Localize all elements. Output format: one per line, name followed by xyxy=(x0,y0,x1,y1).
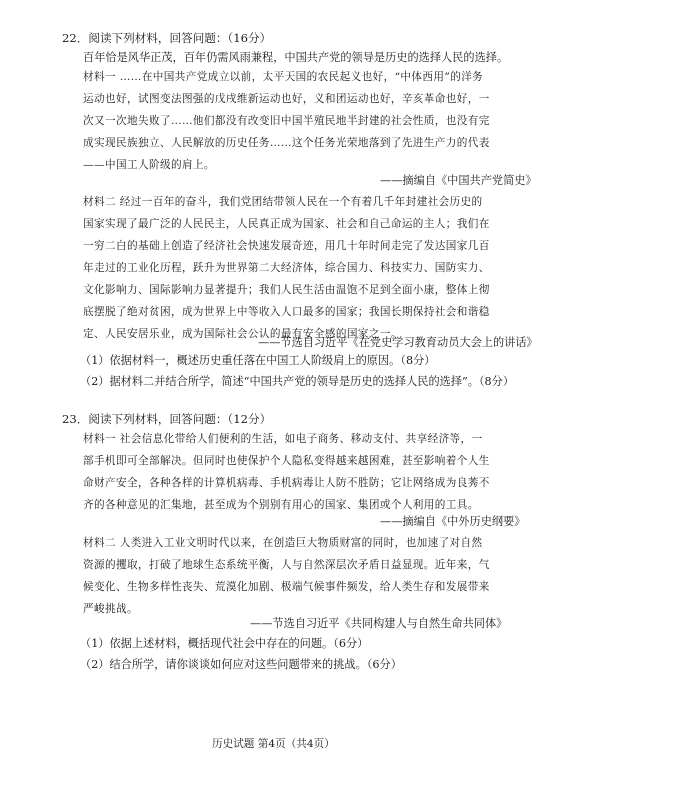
subquestion: （2）结合所学，请你谈谈如何应对这些问题带来的挑战。（6分） xyxy=(80,658,402,671)
question-22-header: 22．阅读下列材料，回答问题：（16分） xyxy=(62,31,272,45)
material-text-line: 底摆脱了绝对贫困，成为世界上中等收入人口最多的国家；我国长期保持社会和谐稳 xyxy=(83,306,490,318)
material-text-line: 年走过的工业化历程，跃升为世界第二大经济体，综合国力、科技实力、国防实力、 xyxy=(83,262,490,274)
material-text-line: 一穷二白的基础上创造了经济社会快速发展奇迹，用几十年时间走完了发达国家几百 xyxy=(83,240,490,252)
material-text-line: 候变化、生物多样性丧失、荒漠化加剧、极端气候事件频发，给人类生存和发展带来 xyxy=(83,581,490,593)
subquestion: （2）据材料二并结合所学，简述“中国共产党的领导是历史的选择人民的选择”。（8分） xyxy=(80,375,515,388)
material-source: ——摘编自《中外历史纲要》 xyxy=(380,515,526,528)
material-text-line: 材料一 ……在中国共产党成立以前，太平天国的农民起义也好，“中体西用”的洋务 xyxy=(83,71,484,83)
material-text-line: 材料二 经过一百年的奋斗，我们党团结带领人民在一个有着几千年封建社会历史的 xyxy=(83,196,483,208)
material-text-line: 次又一次地失败了……他们都没有改变旧中国半殖民地半封建的社会性质，也没有完 xyxy=(83,115,490,127)
material-text-line: 命财产安全，各种各样的计算机病毒、手机病毒让人防不胜防；它让网络成为良莠不 xyxy=(83,477,490,489)
material-source: ——节选自习近平《在党史学习教育动员大会上的讲话》 xyxy=(258,336,538,349)
question-22-intro: 百年恰是风华正茂，百年仍需风雨兼程，中国共产党的领导是历史的选择人民的选择。 xyxy=(83,51,509,64)
material-text-line: 文化影响力、国际影响力显著提升；我们人民生活由温饱不足到全面小康，整体上彻 xyxy=(83,284,490,296)
material-text-line: 齐的各种意见的汇集地，甚至成为个别别有用心的国家、集团或个人利用的工具。 xyxy=(83,499,479,511)
material-text-line: 严峻挑战。 xyxy=(83,603,138,615)
material-text-line: 部手机即可全部解决。但同时也使保护个人隐私变得越来越困难，甚至影响着个人生 xyxy=(83,455,490,467)
material-text-line: 运动也好，试图变法图强的戊戌维新运动也好，义和团运动也好，辛亥革命也好，一 xyxy=(83,93,490,105)
subquestion: （1）依据上述材料，概括现代社会中存在的问题。（6分） xyxy=(80,637,369,650)
page-footer: 历史试题 第4页（共4页） xyxy=(212,738,335,750)
material-source: ——节选自习近平《共同构建人与自然生命共同体》 xyxy=(250,617,508,630)
material-text-line: 资源的攫取，打破了地球生态系统平衡，人与自然深层次矛盾日益显现。近年来，气 xyxy=(83,559,490,571)
material-text-line: 定、人民安居乐业，成为国际社会公认的最有安全感的国家之一。 xyxy=(83,328,402,340)
material-source: ——摘编自《中国共产党简史》 xyxy=(380,174,537,187)
material-text-line: ——中国工人阶级的肩上。 xyxy=(83,159,215,171)
material-text-line: 国家实现了最广泛的人民民主，人民真正成为国家、社会和自己命运的主人；我们在 xyxy=(83,218,490,230)
question-23-header: 23．阅读下列材料，回答问题：（12分） xyxy=(62,412,272,426)
material-text-line: 材料二 人类进入工业文明时代以来，在创造巨大物质财富的同时，也加速了对自然 xyxy=(83,537,483,549)
subquestion: （1）依据材料一，概述历史重任落在中国工人阶级肩上的原因。（8分） xyxy=(80,354,436,367)
material-text-line: 材料一 社会信息化带给人们便利的生活，如电子商务、移动支付、共享经济等，一 xyxy=(83,433,483,445)
material-text-line: 成实现民族独立、人民解放的历史任务……这个任务光荣地落到了先进生产力的代表 xyxy=(83,137,490,149)
